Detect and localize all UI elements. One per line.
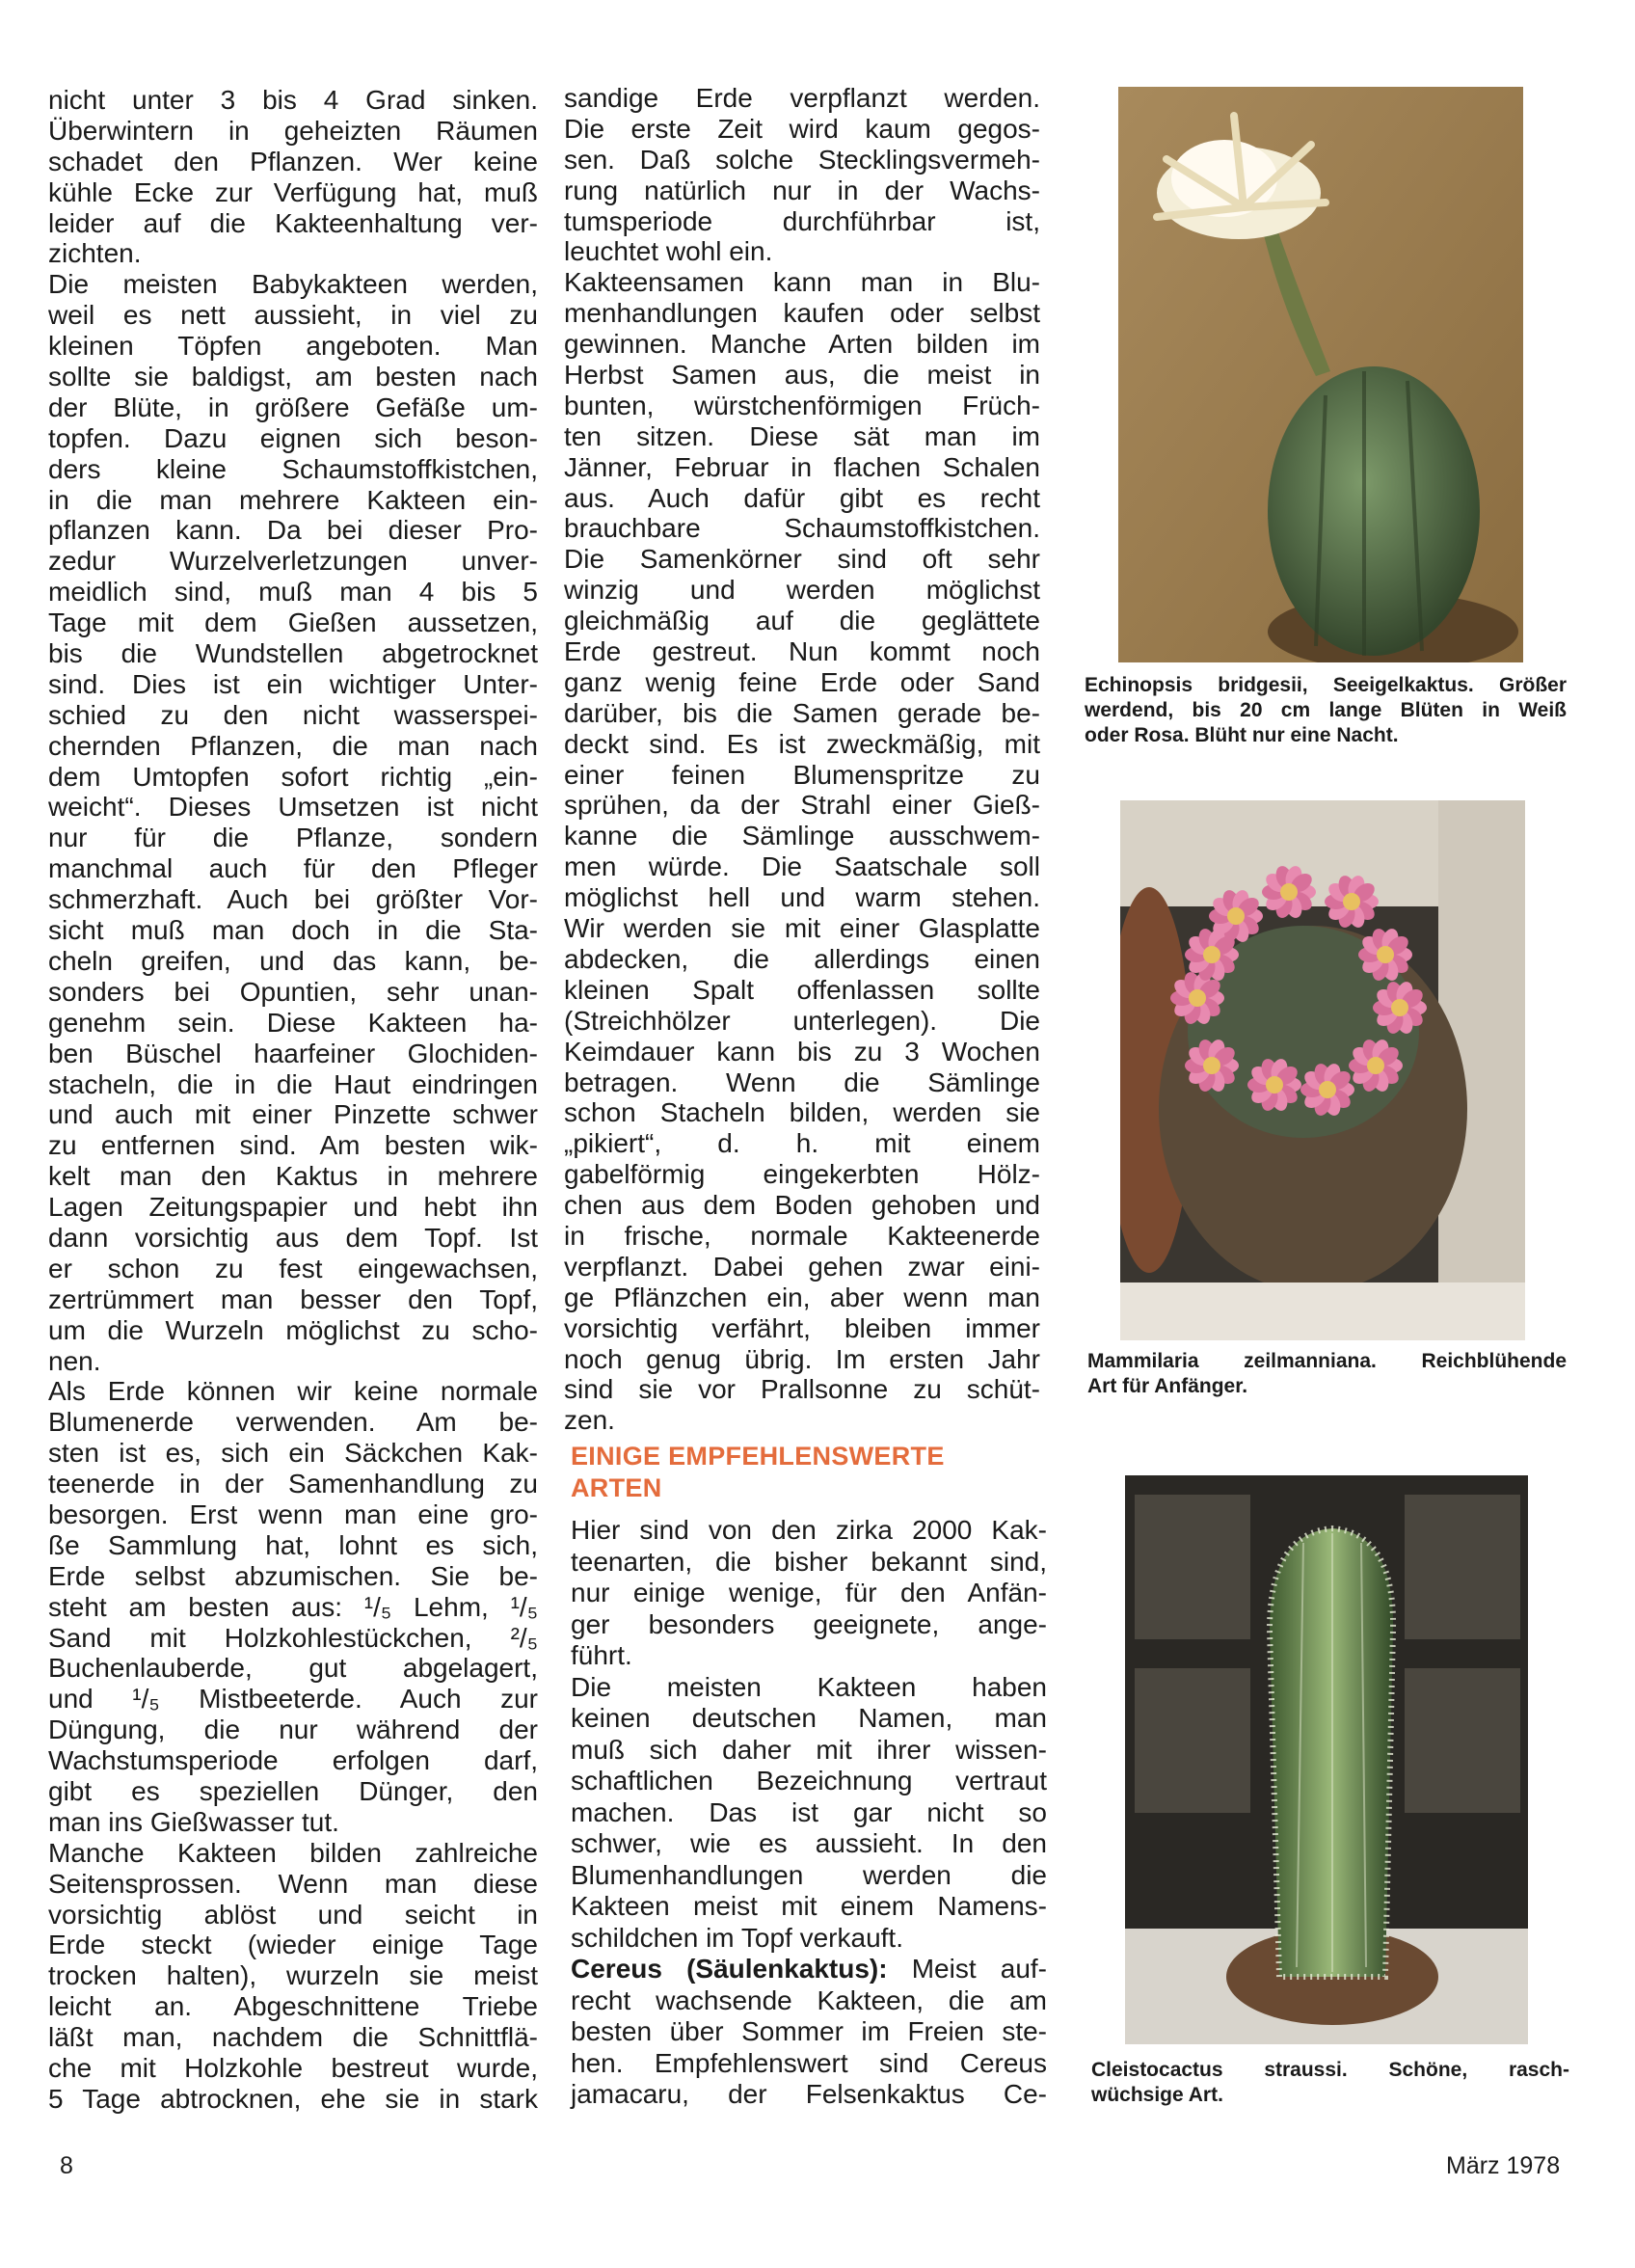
text-line: ger besonders geeignete, ange- [571,1608,1047,1639]
text-line: weil es nett aussieht, in viel zu [48,300,538,331]
text-line: besorgen. Erst wenn man eine gro- [48,1498,538,1529]
text-line: Kakteensamen kann man in Blu- [564,267,1040,298]
text-line: ten sitzen. Diese sät man im [564,420,1040,451]
photo-cleistocactus [1125,1475,1528,2044]
text-line: Kakteen meist mit einem Namens- [571,1891,1047,1921]
text-line: sten ist es, sich ein Säckchen Kak- [48,1438,538,1469]
text-line: gewinnen. Manche Arten bilden im [564,329,1040,360]
text-line: er schon zu fest eingewachsen, [48,1253,538,1283]
article-column-1 [48,85,538,2115]
caption-line: oder Rosa. Blüht nur eine Nacht. [1085,724,1399,746]
text-line: schadet den Pflanzen. Wer keine [48,146,538,176]
text-line: jamacaru, der Felsenkaktus Ce- [571,2079,1047,2109]
text-line: machen. Das ist gar nicht so [571,1796,1047,1827]
text-line: Blumenerde verwenden. Am be- [48,1407,538,1438]
figure-caption-2 [1087,1349,1567,1399]
text-line [571,1954,1047,1985]
text-line: läßt man, nachdem die Schnittflä- [48,2022,538,2053]
text-line: stacheln, die in die Haut eindringen [48,1068,538,1099]
text-line: che mit Holzkohle bestreut wurde, [48,2053,538,2083]
article-column-2-bottom [571,1515,1047,2111]
text-line: gibt es speziellen Dünger, den [48,1775,538,1806]
text-line: dann vorsichtig aus dem Topf. Ist [48,1222,538,1253]
text-line: sollte sie baldigst, am besten nach [48,362,538,392]
text-line: ganz wenig feine Erde oder Sand [564,666,1040,697]
text-line: um die Wurzeln möglichst zu scho- [48,1314,538,1345]
text-line: schildchen im Topf verkauft. [571,1922,903,1953]
text-line: betragen. Wenn die Sämlinge [564,1066,1040,1097]
text-line: zedur Wurzelverletzungen unver- [48,546,538,577]
text-line: Wachstumsperiode erfolgen darf, [48,1745,538,1776]
text-line: verpflanzt. Dabei gehen zwar eini- [564,1251,1040,1282]
text-line: Die Samenkörner sind oft sehr [564,544,1040,575]
text-line: leuchtet wohl ein. [564,236,773,267]
text-line: keinen deutschen Namen, man [571,1703,1047,1733]
text-line: führt. [571,1640,632,1670]
text-line: „pikiert“, d. h. mit einem [564,1128,1040,1159]
text-line: menhandlungen kaufen oder selbst [564,298,1040,329]
text-line: kühle Ecke zur Verfügung hat, muß [48,176,538,207]
text-line: Blumenhandlungen werden die [571,1859,1047,1890]
text-line: nur für die Pflanze, sondern [48,823,538,853]
text-line: ders kleine Schaumstoffkistchen, [48,453,538,484]
text-line: recht wachsende Kakteen, die am [571,1984,1047,2015]
text-line: zu entfernen sind. Am besten wik- [48,1130,538,1161]
text-line: topfen. Dazu eignen sich beson- [48,422,538,453]
text-line: gabelförmig eingekerbten Hölz- [564,1159,1040,1190]
text-line: bunten, würstchenförmigen Früch- [564,390,1040,420]
caption-line: Mammilaria zeilmanniana. Reichblühende [1087,1350,1567,1372]
text-line: Die erste Zeit wird kaum gegos- [564,113,1040,144]
text-line: in frische, normale Kakteenerde [564,1220,1040,1251]
text-line: noch genug übrig. Im ersten Jahr [564,1343,1040,1374]
text-line: Herbst Samen aus, die meist in [564,360,1040,391]
text-line: kelt man den Kaktus in mehrere [48,1161,538,1192]
text-line: schon Stacheln bilden, werden sie [564,1097,1040,1128]
text-line: Die meisten Babykakteen werden, [48,269,538,300]
caption-line: Art für Anfänger. [1087,1375,1248,1397]
text-line: brauchbare Schaumstoffkistchen. [564,513,1040,544]
photo-mammillaria [1120,800,1525,1340]
text-line: und ¹/₅ Mistbeeterde. Auch zur [48,1684,538,1714]
text-line: zen. [564,1405,615,1436]
article-column-2-top [564,83,1040,1436]
text-line: sen. Daß solche Stecklingsvermeh- [564,144,1040,175]
caption-line: wüchsige Art. [1091,2084,1223,2106]
text-line: (Streichhölzer unterlegen). Die [564,1005,1040,1036]
text-line: Tage mit dem Gießen aussetzen, [48,608,538,638]
text-line: vorsichtig ablöst und seicht in [48,1899,538,1930]
text-line: ße Sammlung hat, lohnt es sich, [48,1529,538,1560]
text-line: muß sich daher mit ihrer wissen- [571,1734,1047,1765]
text-line: schied zu den nicht wasserspei- [48,699,538,730]
text-line: men würde. Die Saatschale soll [564,851,1040,882]
text-line: chernden Pflanzen, die man nach [48,730,538,761]
text-line: nur einige wenige, für den Anfän- [571,1578,1047,1607]
text-line: cheln greifen, und das kann, be- [48,945,538,976]
text-line: einer feinen Blumenspritze zu [564,759,1040,790]
text-line: dem Umtopfen sofort richtig „ein- [48,761,538,792]
text-line: möglichst hell und warm stehen. [564,882,1040,913]
page-number: 8 [60,2152,73,2179]
text-line: Manche Kakteen bilden zahlreiche [48,1837,538,1868]
text-line: sprühen, da der Strahl einer Gieß- [564,790,1040,821]
text-line: genehm sein. Diese Kakteen ha- [48,1007,538,1038]
text-line: zichten. [48,238,142,269]
text-line: sicht muß man doch in die Sta- [48,915,538,946]
text-line: vorsichtig verfährt, bleiben immer [564,1312,1040,1343]
text-line: deckt sind. Es ist zweckmäßig, mit [564,728,1040,759]
text-line: sandige Erde verpflanzt werden. [564,83,1040,113]
text-line: pflanzen kann. Da bei dieser Pro- [48,515,538,546]
text-line: Lagen Zeitungspapier und hebt ihn [48,1192,538,1223]
text-line: Keimdauer kann bis zu 3 Wochen [564,1036,1040,1066]
text-line: Sand mit Holzkohlestückchen, ²/₅ [48,1622,538,1653]
text-line: trocken halten), wurzeln sie meist [48,1960,538,1991]
text-line: sind sie vor Prallsonne zu schüt- [564,1374,1040,1405]
text-line: winzig und werden möglichst [564,575,1040,606]
text-line: gleichmäßig auf die geglättete [564,606,1040,636]
text-line: Erde steckt (wieder einige Tage [48,1930,538,1960]
text-line: chen aus dem Boden gehoben und [564,1190,1040,1221]
text-line: und auch mit einer Pinzette schwer [48,1099,538,1130]
text-line: weicht“. Dieses Umsetzen ist nicht [48,792,538,823]
text-line: Seitensprossen. Wenn man diese [48,1868,538,1899]
text-line: teenerde in der Samenhandlung zu [48,1469,538,1499]
text-line: aus. Auch dafür gibt es recht [564,482,1040,513]
text-line: darüber, bis die Samen gerade be- [564,697,1040,728]
text-line: nen. [48,1345,101,1376]
text-line: kanne die Sämlinge ausschwem- [564,821,1040,851]
text-line: 5 Tage abtrocknen, ehe sie in stark [48,2083,538,2114]
caption-line: Echinopsis bridgesii, Seeigelkaktus. Größer [1085,674,1567,696]
text-line: schwer, wie es aussieht. In den [571,1828,1047,1858]
text-line: bis die Wundstellen abgetrocknet [48,638,538,669]
text-line: ge Pflänzchen ein, aber wenn man [564,1282,1040,1312]
text-line: besten über Sommer im Freien ste- [571,2016,1047,2046]
text-line: Überwintern in geheizten Räumen [48,115,538,146]
text-line: meidlich sind, muß man 4 bis 5 [48,577,538,608]
text-line: sind. Dies ist ein wichtiger Unter- [48,668,538,699]
text-line: Hier sind von den zirka 2000 Kak- [571,1515,1047,1545]
text-line: Wir werden sie mit einer Glasplatte [564,913,1040,944]
text-line: Erde gestreut. Nun kommt noch [564,636,1040,667]
text-line: hen. Empfehlenswert sind Cereus [571,2047,1047,2078]
text-line: manchmal auch für den Pfleger [48,853,538,884]
text-line: rung natürlich nur in der Wachs- [564,175,1040,205]
text-line: Die meisten Kakteen haben [571,1671,1047,1702]
text-line: zertrümmert man besser den Topf, [48,1283,538,1314]
text-line: Jänner, Februar in flachen Schalen [564,451,1040,482]
text-line: in die man mehrere Kakteen ein- [48,484,538,515]
figure-caption-3 [1091,2058,1569,2108]
section-heading-line: ARTEN [571,1473,662,1502]
text-line: kleinen Töpfen angeboten. Man [48,331,538,362]
text-line: schmerzhaft. Auch bei größter Vor- [48,884,538,915]
text-line: abdecken, die allerdings einen [564,943,1040,974]
bold-term: Cereus (Säulenkaktus): [571,1954,888,1984]
issue-date: März 1978 [1446,2152,1561,2179]
text-line: tumsperiode durchführbar ist, [564,205,1040,236]
text-line: steht am besten aus: ¹/₅ Lehm, ¹/₅ [48,1591,538,1622]
caption-line: Cleistocactus straussi. Schöne, rasch- [1091,2059,1569,2081]
text-line: schaftlichen Bezeichnung vertraut [571,1766,1047,1796]
text-line: nicht unter 3 bis 4 Grad sinken. [48,85,538,115]
text-line: sonders bei Opuntien, sehr unan- [48,976,538,1007]
text-line: leicht an. Abgeschnittene Triebe [48,1991,538,2022]
text-span: Meist auf- [887,1954,1047,1984]
text-line: Als Erde können wir keine normale [48,1376,538,1407]
text-line: leider auf die Kakteenhaltung ver- [48,207,538,238]
photo-echinopsis [1118,87,1523,662]
section-heading [571,1441,1047,1504]
caption-line: werdend, bis 20 cm lange Blüten in Weiß [1085,699,1567,721]
text-line: Düngung, die nur während der [48,1714,538,1745]
text-line: kleinen Spalt offenlassen sollte [564,974,1040,1005]
text-line: der Blüte, in größere Gefäße um- [48,392,538,422]
text-line: teenarten, die bisher bekannt sind, [571,1546,1047,1577]
figure-caption-1 [1085,673,1567,748]
text-line: Buchenlauberde, gut abgelagert, [48,1653,538,1684]
text-line: Erde selbst abzumischen. Sie be- [48,1560,538,1591]
text-line: ben Büschel haarfeiner Glochiden- [48,1038,538,1068]
section-heading-line: EINIGE EMPFEHLENSWERTE [571,1442,945,1471]
text-line: man ins Gießwasser tut. [48,1806,339,1837]
